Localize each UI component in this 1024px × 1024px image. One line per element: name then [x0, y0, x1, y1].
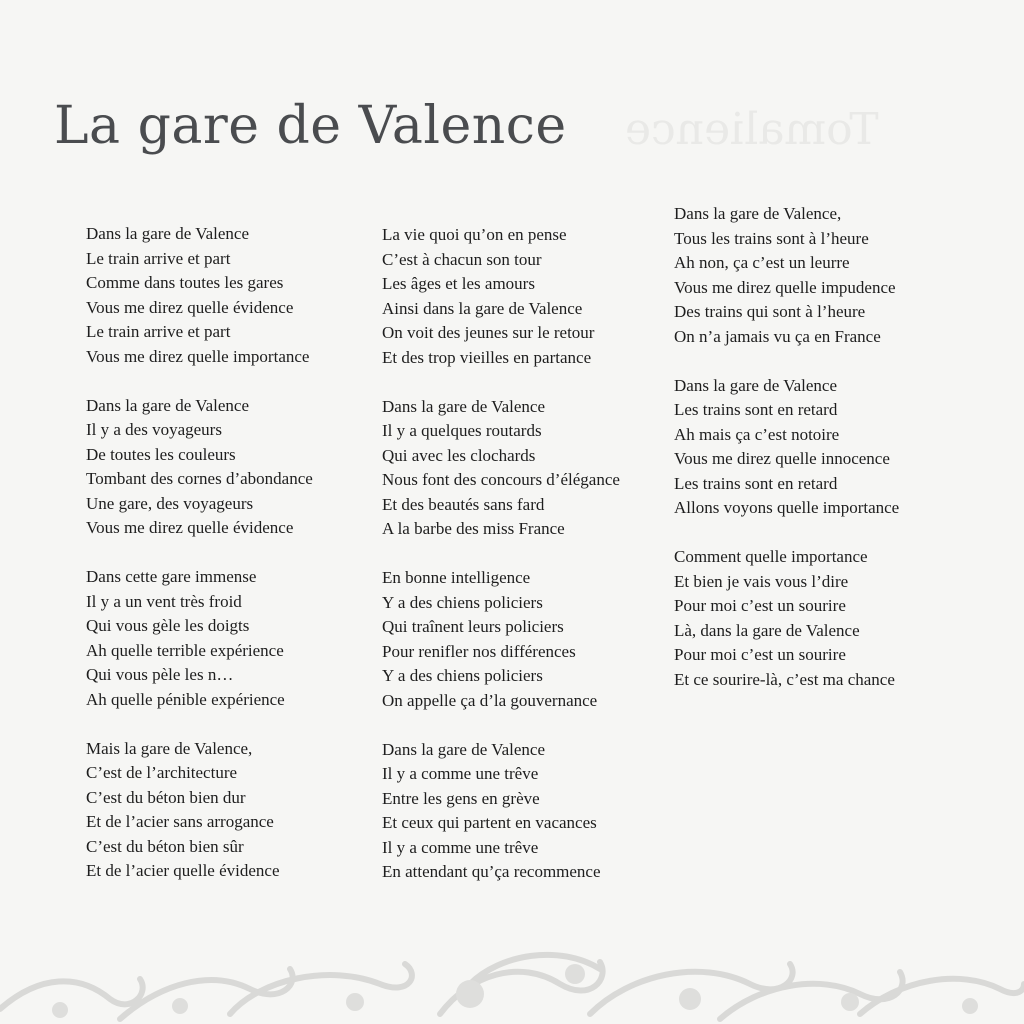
- stanza: [382, 395, 672, 542]
- lyrics-column-3: [674, 202, 1019, 717]
- lyric-line: Les âges et les amours: [382, 274, 535, 293]
- lyric-line: Comment quelle importance: [674, 547, 868, 566]
- lyric-line: En bonne intelligence: [382, 568, 531, 587]
- lyric-line: Vous me direz quelle évidence: [86, 518, 294, 537]
- lyrics-column-2: [382, 223, 672, 909]
- lyric-line: Mais la gare de Valence,: [86, 738, 253, 758]
- lyric-line: Des trains qui sont à l’heure: [674, 302, 866, 321]
- lyric-line: Tous les trains sont à l’heure: [674, 228, 869, 248]
- lyric-line: On appelle ça d’la gouvernance: [382, 690, 598, 710]
- lyric-line: Il y a quelques routards: [382, 421, 542, 440]
- lyric-line: Il y a comme une trêve: [382, 837, 539, 857]
- lyric-line: Vous me direz quelle importance: [86, 346, 310, 366]
- lyric-line: Pour moi c’est un sourire: [674, 645, 846, 664]
- lyric-line: Et de l’acier quelle évidence: [86, 861, 280, 880]
- lyric-line: Ainsi dans la gare de Valence: [382, 298, 583, 318]
- lyric-line: Dans la gare de Valence,: [674, 204, 842, 223]
- stanza: [86, 737, 376, 884]
- lyric-line: Pour renifler nos différences: [382, 641, 576, 661]
- lyric-line: Là, dans la gare de Valence: [674, 620, 860, 640]
- lyric-line: Les trains sont en retard: [674, 473, 838, 493]
- lyric-line: Comme dans toutes les gares: [86, 273, 284, 292]
- lyric-line: De toutes les couleurs: [86, 444, 236, 464]
- lyric-line: Une gare, des voyageurs: [86, 493, 254, 513]
- lyric-line: C’est de l’architecture: [86, 763, 238, 782]
- lyric-line: Ah non, ça c’est un leurre: [674, 253, 850, 272]
- lyric-line: On voit des jeunes sur le retour: [382, 323, 595, 342]
- lyric-line: Allons voyons quelle importance: [674, 498, 900, 517]
- stanza: [86, 394, 376, 541]
- lyric-line: Les trains sont en retard: [674, 400, 838, 419]
- lyric-line: Dans cette gare immense: [86, 567, 257, 586]
- lyric-line: A la barbe des miss France: [382, 519, 565, 538]
- lyric-line: Tombant des cornes d’abondance: [86, 469, 313, 488]
- lyric-line: En attendant qu’ça recommence: [382, 862, 601, 881]
- stanza: [382, 738, 672, 885]
- lyric-line: Y a des chiens policiers: [382, 592, 543, 612]
- stanza: [86, 222, 376, 369]
- lyric-line: Dans la gare de Valence: [86, 224, 249, 243]
- lyric-line: C’est du béton bien sûr: [86, 836, 244, 856]
- lyric-line: Y a des chiens policiers: [382, 666, 543, 685]
- stanza: [674, 374, 1019, 521]
- lyric-line: Qui vous pèle les n…: [86, 665, 234, 684]
- lyric-line: Et des beautés sans fard: [382, 494, 545, 514]
- lyric-line: Vous me direz quelle évidence: [86, 297, 294, 317]
- lyric-line: Vous me direz quelle innocence: [674, 449, 890, 468]
- show-through-text: Tomalience: [625, 104, 879, 155]
- lyric-line: Dans la gare de Valence: [382, 739, 545, 759]
- lyric-line: Le train arrive et part: [86, 248, 231, 268]
- floral-ornament: [0, 914, 1024, 1024]
- stanza: [382, 223, 672, 370]
- lyric-line: C’est à chacun son tour: [382, 249, 542, 269]
- lyric-line: Ah mais ça c’est notoire: [674, 424, 840, 444]
- lyric-line: Il y a des voyageurs: [86, 420, 222, 439]
- lyric-line: Et de l’acier sans arrogance: [86, 812, 274, 831]
- lyric-line: Qui traînent leurs policiers: [382, 617, 564, 636]
- lyric-line: Il y a comme une trêve: [382, 764, 539, 783]
- lyric-line: Pour moi c’est un sourire: [674, 596, 846, 615]
- lyric-line: Dans la gare de Valence: [382, 396, 545, 416]
- stanza: [86, 565, 376, 712]
- lyric-line: La vie quoi qu’on en pense: [382, 225, 567, 244]
- lyric-line: Et ceux qui partent en vacances: [382, 813, 597, 832]
- lyrics-column-1: [86, 222, 376, 908]
- lyric-line: Il y a un vent très froid: [86, 591, 242, 611]
- lyric-line: C’est du béton bien dur: [86, 787, 246, 807]
- lyric-line: Vous me direz quelle impudence: [674, 277, 896, 297]
- lyric-line: Ah quelle pénible expérience: [86, 689, 285, 709]
- lyric-line: Ah quelle terrible expérience: [86, 640, 284, 660]
- lyric-line: Et bien je vais vous l’dire: [674, 571, 849, 591]
- lyric-line: Dans la gare de Valence: [674, 375, 837, 395]
- page-title: La gare de Valence: [54, 96, 567, 156]
- lyric-line: Dans la gare de Valence: [86, 395, 249, 415]
- lyric-line: Qui vous gèle les doigts: [86, 616, 250, 635]
- lyric-line: Nous font des concours d’élégance: [382, 470, 620, 489]
- stanza: [382, 566, 672, 713]
- lyric-line: Et ce sourire-là, c’est ma chance: [674, 669, 895, 689]
- lyric-line: On n’a jamais vu ça en France: [674, 326, 881, 346]
- stanza: [674, 545, 1019, 692]
- lyric-line: Entre les gens en grève: [382, 788, 540, 808]
- lyric-line: Et des trop vieilles en partance: [382, 347, 592, 367]
- lyric-line: Le train arrive et part: [86, 322, 231, 341]
- lyric-line: Qui avec les clochards: [382, 445, 536, 465]
- stanza: [674, 202, 1019, 349]
